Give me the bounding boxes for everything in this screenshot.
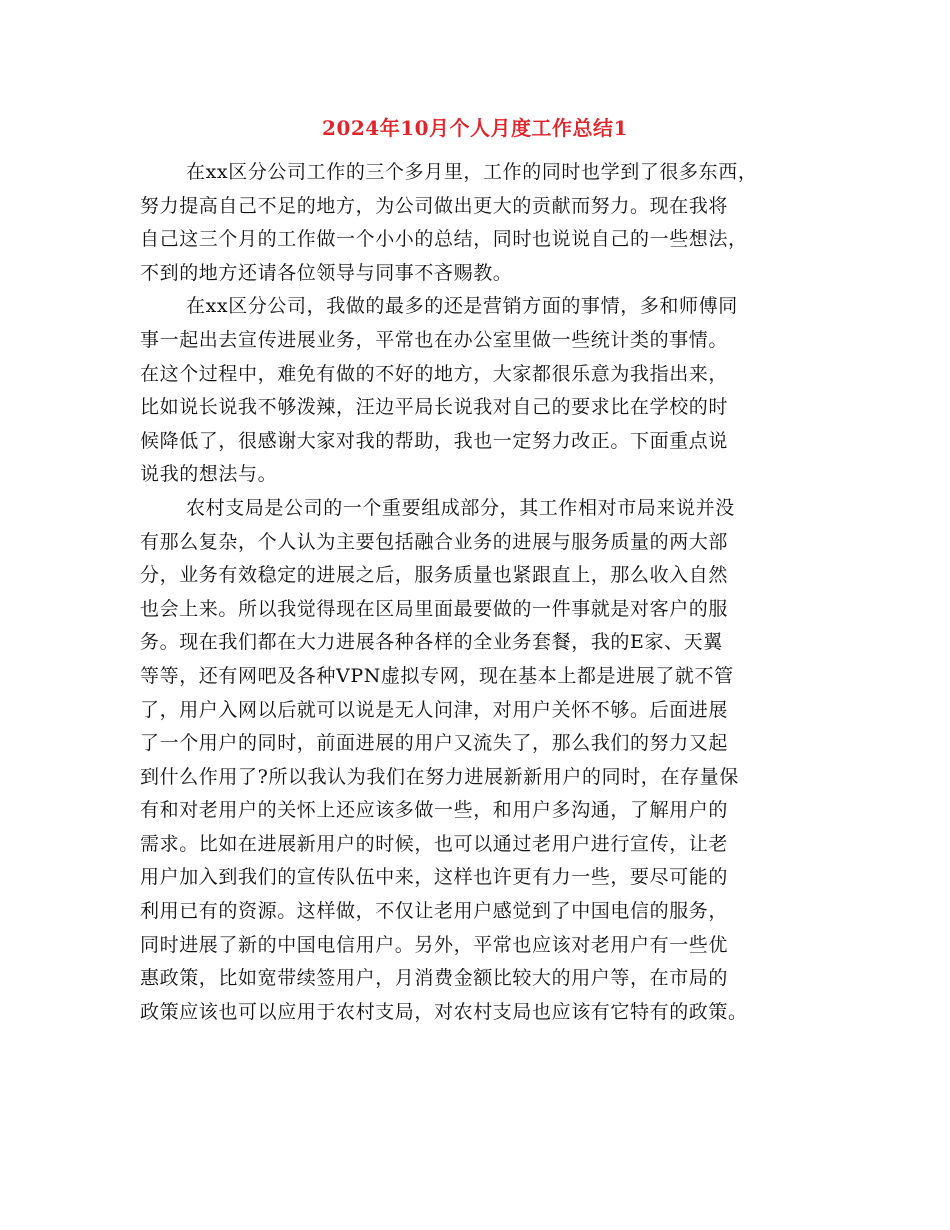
paragraph-2-line-1: 在xx区分公司，我做的最多的还是营销方面的事情，多和师傅同 [186, 295, 738, 318]
paragraph-3-line-3: 分，业务有效稳定的进展之后，服务质量也紧跟直上，那么收入自然 [140, 564, 729, 587]
paragraph-2-line-2: 事一起出去宣传进展业务，平常也在办公室里做一些统计类的事情。 [140, 328, 729, 351]
paragraph-2-line-5: 候降低了，很感谢大家对我的帮助，我也一定努力改正。下面重点说 [140, 429, 729, 452]
paragraph-3-line-14: 同时进展了新的中国电信用户。另外，平常也应该对老用户有一些优 [140, 933, 729, 956]
paragraph-3-line-10: 有和对老用户的关怀上还应该多做一些，和用户多沟通，了解用户的 [140, 799, 729, 822]
paragraph-3-line-12: 用户加入到我们的宣传队伍中来，这样也许更有力一些，要尽可能的 [140, 866, 729, 889]
paragraph-1-line-2: 努力提高自己不足的地方，为公司做出更大的贡献而努力。现在我将 [140, 194, 729, 217]
paragraph-2-line-3: 在这个过程中，难免有做的不好的地方，大家都很乐意为我指出来， [140, 362, 729, 385]
paragraph-3-line-5: 务。现在我们都在大力进展各种各样的全业务套餐，我的E家、天翼 [140, 631, 723, 654]
paragraph-1-line-3: 自己这三个月的工作做一个小小的总结，同时也说说自己的一些想法， [140, 228, 748, 251]
paragraph-3-line-6: 等等，还有网吧及各种VPN虚拟专网，现在基本上都是进展了就不管 [140, 664, 734, 687]
paragraph-3-line-4: 也会上来。所以我觉得现在区局里面最要做的一件事就是对客户的服 [140, 597, 729, 620]
paragraph-3-line-15: 惠政策，比如宽带续签用户，月消费金额比较大的用户等，在市局的 [140, 967, 729, 990]
document-title: 2024年10月个人月度工作总结1 [322, 116, 628, 140]
paragraph-3-line-16: 政策应该也可以应用于农村支局，对农村支局也应该有它特有的政策。 [140, 1000, 748, 1023]
paragraph-3-line-9: 到什么作用了?所以我认为我们在努力进展新新用户的同时，在存量保 [140, 765, 739, 788]
paragraph-2-line-6: 说我的想法与。 [140, 463, 278, 486]
paragraph-2-line-4: 比如说长说我不够泼辣，汪边平局长说我对自己的要求比在学校的时 [140, 396, 729, 419]
paragraph-3-line-13: 利用已有的资源。这样做，不仅让老用户感觉到了中国电信的服务， [140, 900, 729, 923]
paragraph-3-line-8: 了一个用户的同时，前面进展的用户又流失了，那么我们的努力又起 [140, 732, 729, 755]
paragraph-3-line-1: 农村支局是公司的一个重要组成部分，其工作相对市局来说并没 [186, 496, 735, 519]
paragraph-3-line-2: 有那么复杂，个人认为主要包括融合业务的进展与服务质量的两大部 [140, 530, 729, 553]
paragraph-3-line-7: 了，用户入网以后就可以说是无人问津，对用户关怀不够。后面进展 [140, 698, 729, 721]
paragraph-1-line-4: 不到的地方还请各位领导与同事不吝赐教。 [140, 261, 513, 284]
paragraph-1-line-1: 在xx区分公司工作的三个多月里，工作的同时也学到了很多东西， [186, 161, 758, 183]
document-body [140, 156, 808, 1029]
paragraph-3-line-11: 需求。比如在进展新用户的时候，也可以通过老用户进行宣传，让老 [140, 832, 729, 855]
